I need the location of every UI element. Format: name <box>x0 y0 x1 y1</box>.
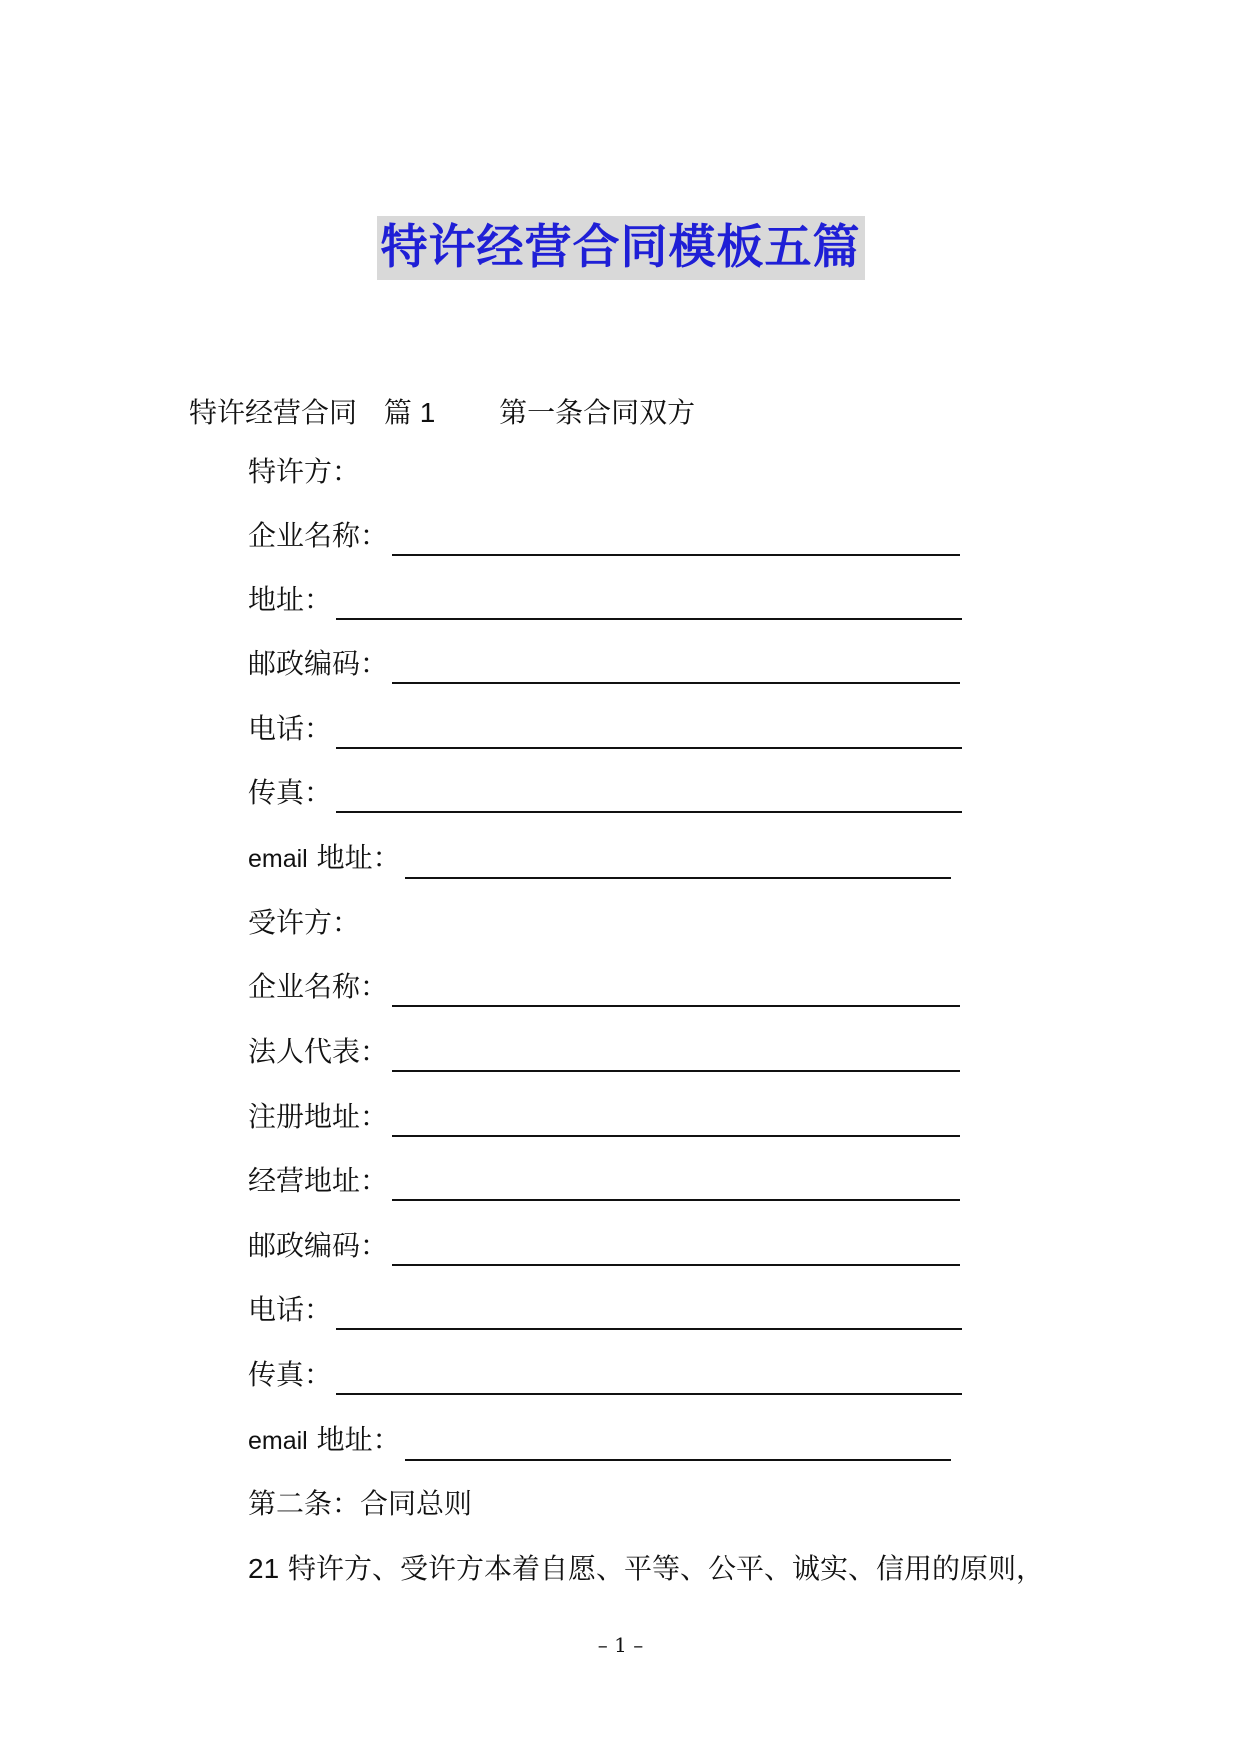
field-label: 邮政编码： <box>248 1229 389 1262</box>
blank-line <box>392 1177 960 1201</box>
blank-line <box>392 1113 960 1137</box>
blank-line <box>392 983 960 1007</box>
franchisor-fax-field <box>248 773 962 813</box>
field-label-latin: email <box>248 845 308 873</box>
section-heading <box>189 393 695 433</box>
blank-line <box>336 1306 962 1330</box>
field-label: 地址： <box>248 583 333 616</box>
field-label: 地址： <box>307 841 401 874</box>
blank-line <box>405 1437 951 1461</box>
blank-line <box>392 532 960 556</box>
franchisor-label <box>248 452 360 492</box>
blank-line <box>392 1048 960 1072</box>
field-label: 地址： <box>307 1423 401 1456</box>
field-label: 电话： <box>248 712 333 745</box>
field-label: 传真： <box>248 1358 333 1391</box>
article-2-heading <box>248 1484 472 1524</box>
franchisee-registered-address-field <box>248 1097 960 1137</box>
field-label: 注册地址： <box>248 1100 389 1133</box>
field-label: 企业名称： <box>248 519 389 552</box>
franchisee-fax-field <box>248 1355 962 1395</box>
blank-line <box>336 1371 962 1395</box>
field-label: 企业名称： <box>248 970 389 1003</box>
franchisee-postcode-field <box>248 1226 960 1266</box>
franchisee-label <box>248 903 360 943</box>
franchisee-legal-rep-field <box>248 1032 960 1072</box>
blank-line <box>336 789 962 813</box>
article-2-heading-text: 第二条：合同总则 <box>248 1487 473 1520</box>
franchisee-email-field <box>248 1420 951 1461</box>
franchisor-label-text: 特许方： <box>248 455 361 488</box>
blank-line <box>392 1242 960 1266</box>
page-number: – 1 – <box>597 1633 644 1657</box>
blank-line <box>336 725 962 749</box>
franchisor-postcode-field <box>248 644 960 684</box>
field-label: 邮政编码： <box>248 647 389 680</box>
field-label: 传真： <box>248 776 333 809</box>
title-container <box>0 216 1241 280</box>
article-1-heading: 第一条合同双方 <box>499 396 696 429</box>
field-label: 法人代表： <box>248 1035 389 1068</box>
franchisee-business-address-field <box>248 1161 960 1201</box>
chapter-title: 特许经营合同 <box>189 396 358 429</box>
field-label: 经营地址： <box>248 1164 389 1197</box>
franchisor-company-name-field <box>248 516 960 556</box>
franchisor-address-field <box>248 580 962 620</box>
franchisee-label-text: 受许方： <box>248 906 361 939</box>
field-label: 电话： <box>248 1293 333 1326</box>
field-label-latin: email <box>248 1427 308 1455</box>
franchisee-company-name-field <box>248 967 960 1007</box>
part-label: 篇 1 <box>383 397 436 428</box>
blank-line <box>405 855 951 879</box>
franchisor-phone-field <box>248 709 962 749</box>
clause-number: 21 <box>248 1553 280 1584</box>
clause-text: 特许方、受许方本着自愿、平等、公平、诚实、信用的原则， <box>279 1552 1045 1585</box>
clause-2-1 <box>248 1549 1044 1589</box>
blank-line <box>336 596 962 620</box>
franchisee-phone-field <box>248 1290 962 1330</box>
blank-line <box>392 660 960 684</box>
document-title: 特许经营合同模板五篇 <box>377 216 865 280</box>
franchisor-email-field <box>248 838 951 879</box>
